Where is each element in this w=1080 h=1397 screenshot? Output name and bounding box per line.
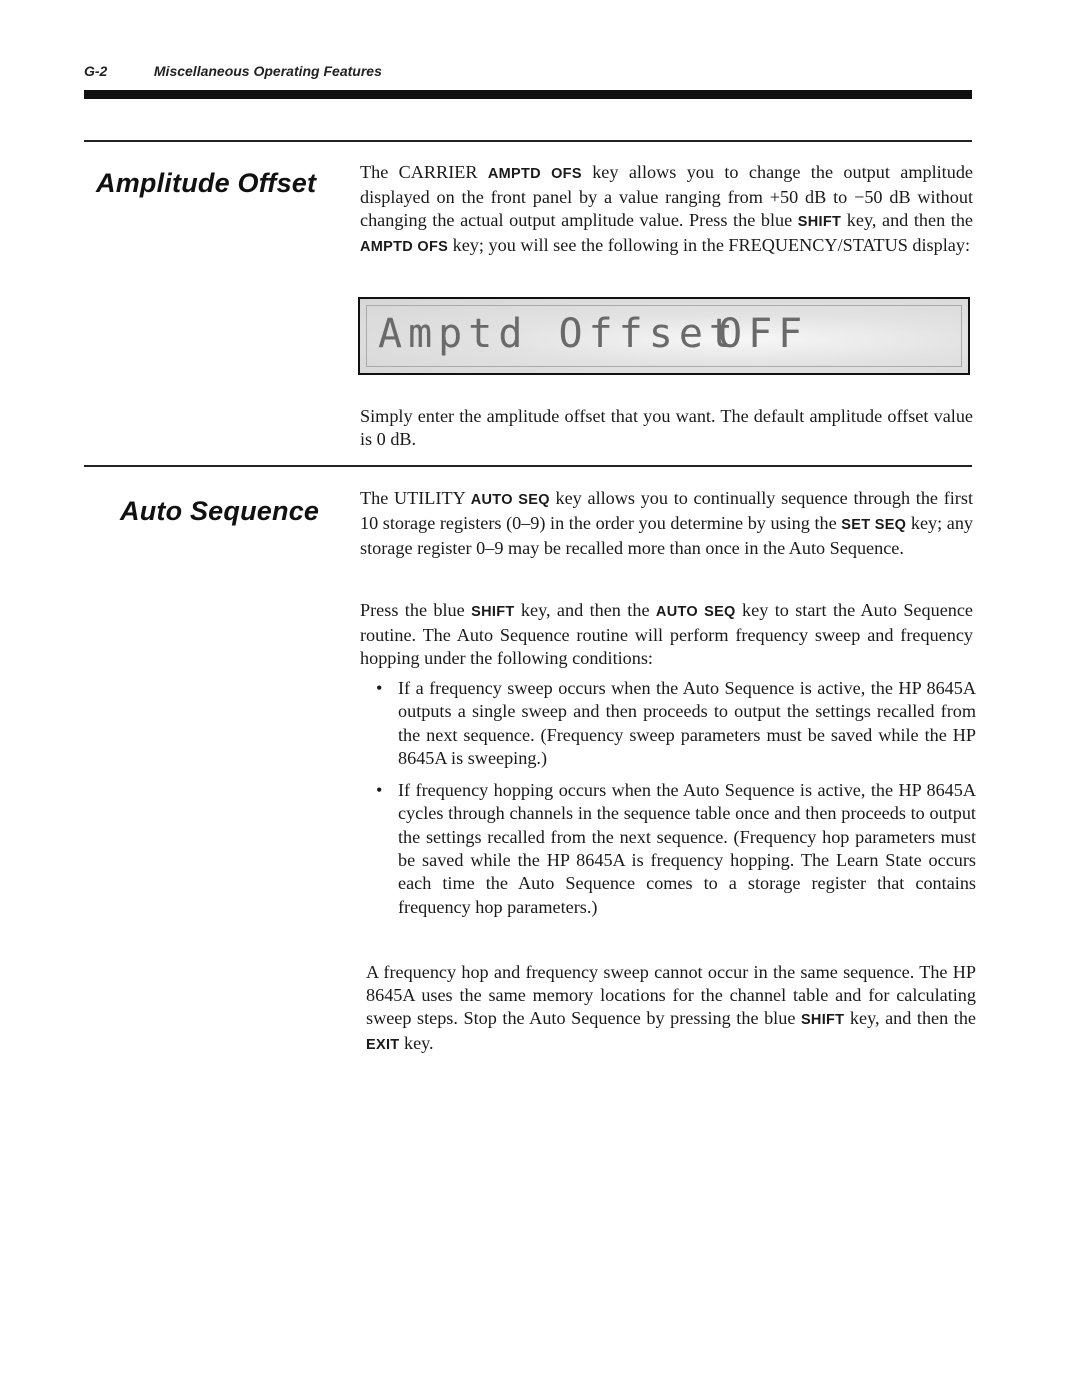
bullet-icon: • [376, 678, 383, 698]
key-name: SHIFT [797, 214, 842, 230]
auto-sequence-heading: Auto Sequence [120, 496, 320, 526]
auto-sequence-procedure: Press the blue SHIFT key, and then the AUTO SEQ key to start the Auto Sequence routine. The Auto Sequence routine will perform frequency sweep and frequency hopping under the following conditions: [360, 600, 974, 668]
section-divider [84, 140, 972, 142]
frequency-status-display [358, 297, 970, 375]
amplitude-offset-heading: Amplitude Offset [96, 168, 317, 198]
display-value: OFF [718, 311, 809, 357]
key-name: AUTO SEQ [470, 492, 550, 508]
key-name: AUTO SEQ [655, 604, 736, 620]
key-name: SHIFT [471, 604, 515, 620]
auto-sequence-intro: The UTILITY AUTO SEQ key allows you to continually sequence through the first 10 storage registers (0–9) in the order you determine by using the SET SEQ key; any storage register 0–9 may be recalled more than once in the Auto Sequence. [360, 488, 974, 558]
key-name: AMPTD OFS [487, 166, 582, 182]
list-item: • If a frequency sweep occurs when the Auto Sequence is active, the HP 8645A outputs a single sweep and then proceeds to output the settings recalled from the next sequence. (Frequency sweep parameters must be saved while the HP 8645A is sweeping.) [376, 678, 976, 768]
key-name: EXIT [366, 1037, 400, 1053]
bullet-icon: • [376, 780, 383, 801]
key-name: SET SEQ [841, 517, 907, 533]
conditions-list [376, 677, 976, 919]
key-name: AMPTD OFS [360, 239, 449, 255]
key-name: SHIFT [800, 1012, 845, 1028]
page-header [84, 63, 382, 79]
amplitude-offset-intro: The CARRIER AMPTD OFS key allows you to change the output amplitude displayed on the front panel by a value ranging from +50 dB to −50 dB without changing the actual output amplitude value. Press the blue SHIFT key, and then the AMPTD OFS key; you will see the following in the FREQUENCY/STATUS display: [360, 162, 973, 255]
chapter-title: Miscellaneous Operating Features [153, 63, 382, 79]
auto-sequence-warning: A frequency hop and frequency sweep cannot occur in the same sequence. The HP 8645A uses the same memory locations for the channel table and for calculating sweep steps. Stop the Auto Sequence by pressing the blue SHIFT key, and then the EXIT key. [366, 962, 977, 1053]
header-rule [84, 90, 972, 99]
display-label: Amptd Offset [378, 311, 739, 357]
list-item: • If frequency hopping occurs when the Auto Sequence is active, the HP 8645A cycles through channels in the sequence table once and then proceeds to output the settings recalled from the next sequence. (Frequency hop parameters must be saved while the HP 8645A is frequency hopping. The Learn State occurs each time the Auto Sequence comes to a storage register that contains frequency hop parameters.) [376, 780, 976, 917]
section-divider [84, 465, 972, 467]
amplitude-offset-note: Simply enter the amplitude offset that you want. The default amplitude offset value is 0 dB. [360, 406, 973, 449]
page-number: G-2 [84, 63, 108, 79]
